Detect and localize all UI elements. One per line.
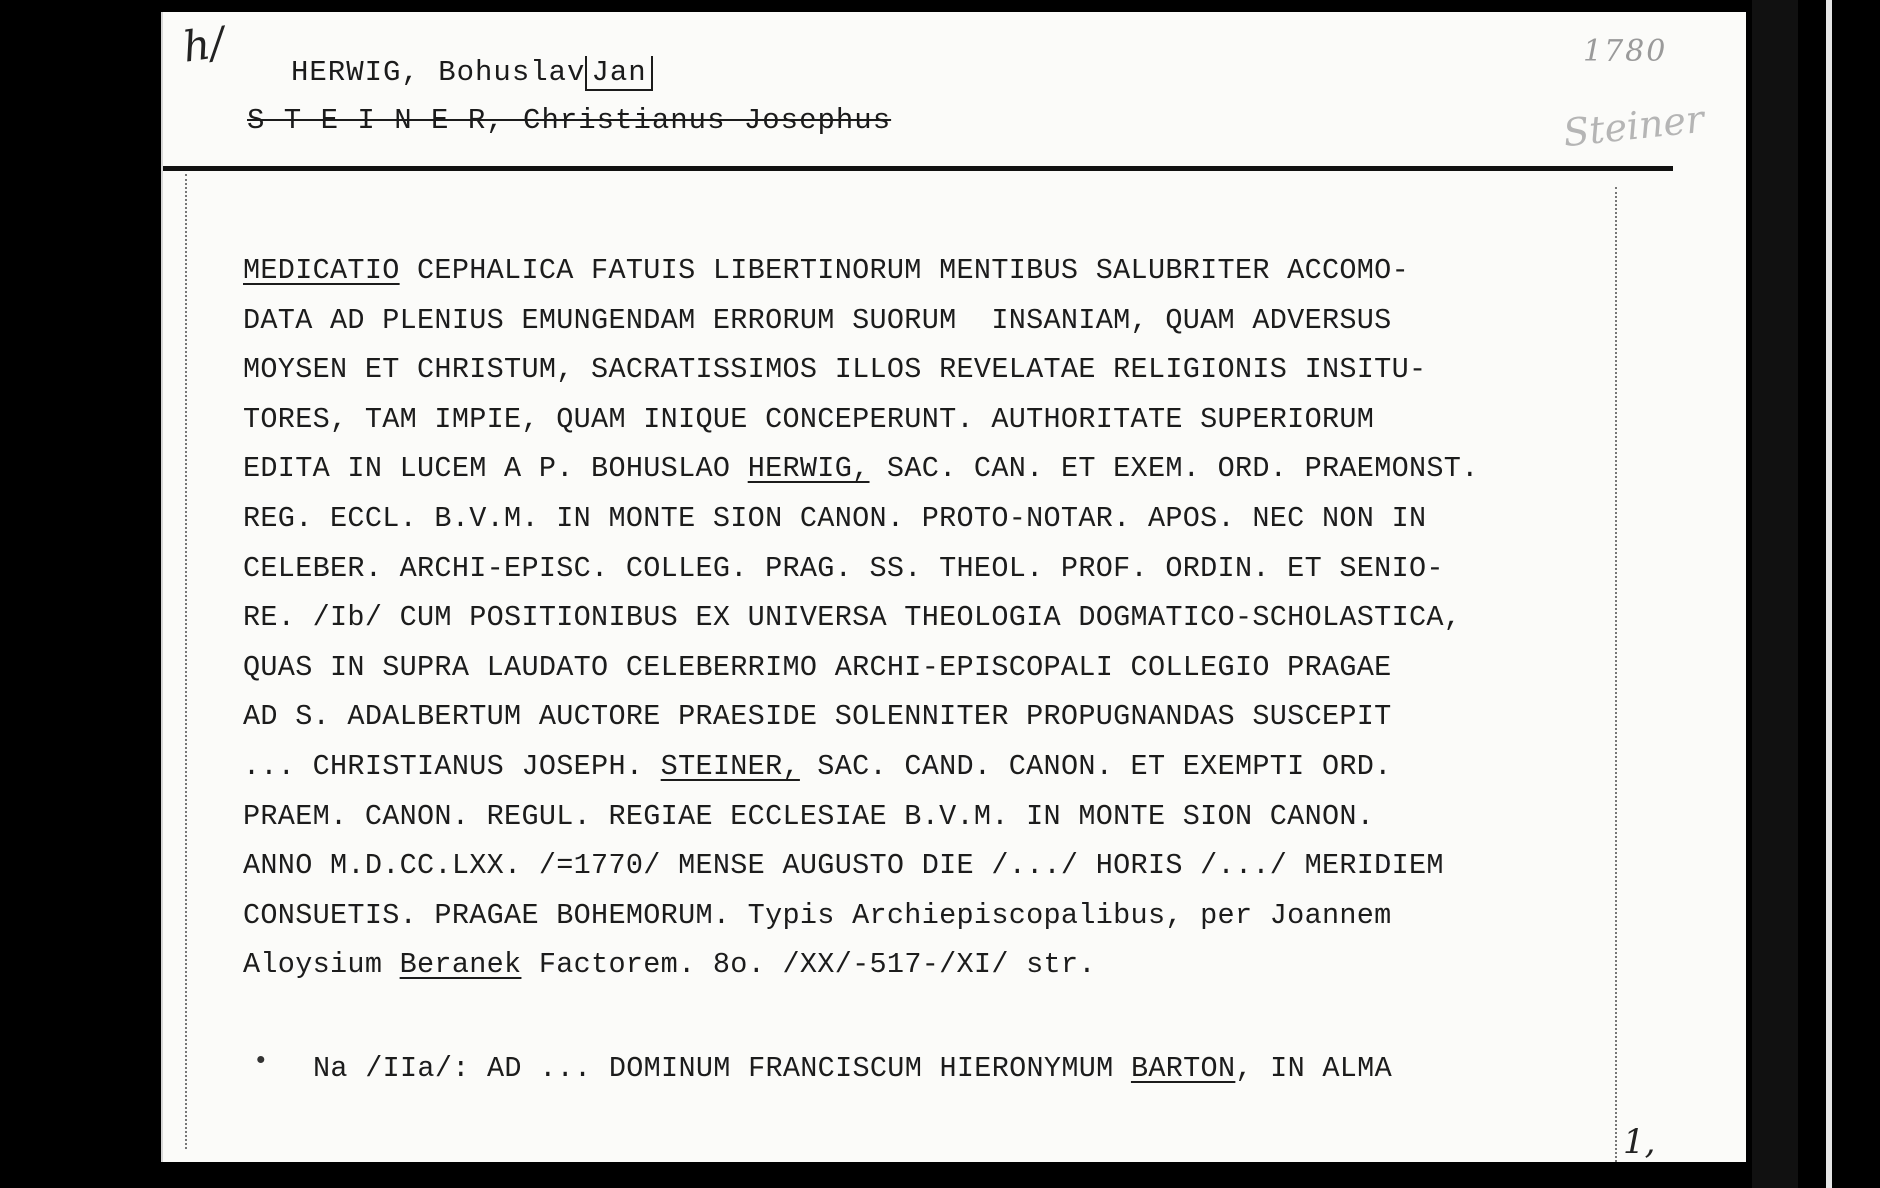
- author-name: HERWIG, Bohuslav: [291, 56, 586, 89]
- continuation-line: [313, 1052, 1392, 1085]
- author-given-name-bracket: Jan: [585, 56, 652, 91]
- body-line: [243, 296, 1623, 346]
- body-line-text: SAC. CAND. CANON. ET EXEMPTI ORD.: [799, 749, 1392, 783]
- body-line: [243, 395, 1623, 445]
- scan-right-edge: [1752, 0, 1798, 1188]
- handwritten-page-number: 1,: [1623, 1122, 1656, 1162]
- author-heading: [291, 56, 653, 89]
- body-line-text: Factorem. 8o. /XX/-517-/XI/ str.: [521, 948, 1096, 982]
- body-line-text: EDITA IN LUCEM A P. BOHUSLAO: [243, 452, 748, 486]
- body-line: [243, 940, 1623, 990]
- body-line-text: SAC. CAN. ET EXEM. ORD. PRAEMONST.: [869, 452, 1479, 486]
- body-line: [243, 792, 1623, 842]
- underlined-name: STEINER,: [660, 749, 800, 783]
- body-line-text: CONSUETIS. PRAGAE BOHEMORUM. Typis Archiepiscopalibus, per Joannem: [243, 898, 1392, 932]
- underlined-name: HERWIG,: [747, 452, 870, 486]
- continuation-text-end: , IN ALMA: [1235, 1052, 1392, 1085]
- body-line: [243, 246, 1623, 296]
- body-line-text: PRAEM. CANON. REGUL. REGIAE ECCLESIAE B.V.M. IN MONTE SION CANON.: [243, 799, 1375, 833]
- body-line-text: RE. /Ib/ CUM POSITIONIBUS EX UNIVERSA THEOLOGIA DOGMATICO-SCHOLASTICA,: [243, 601, 1462, 635]
- body-line-text: AD S. ADALBERTUM AUCTORE PRAESIDE SOLENNITER PROPUGNANDAS SUSCEPIT: [243, 700, 1392, 734]
- handwritten-corner-mark: h/: [179, 17, 228, 72]
- body-line: [243, 742, 1623, 792]
- struck-author-heading: S T E I N E R, Christianus Josephus: [247, 104, 892, 137]
- scan-right-line: [1826, 0, 1832, 1188]
- header-rule: [163, 166, 1673, 171]
- body-line: [243, 841, 1623, 891]
- handwritten-top-right-note: 1780: [1583, 34, 1668, 69]
- body-line-text: Aloysium: [243, 948, 400, 982]
- body-line: [243, 643, 1623, 693]
- body-line-text: MOYSEN ET CHRISTUM, SACRATISSIMOS ILLOS REVELATAE RELIGIONIS INSITU-: [243, 353, 1427, 387]
- left-dotted-margin: [185, 174, 187, 1149]
- body-line-text: DATA AD PLENIUS EMUNGENDAM ERRORUM SUORUM INSANIAM, QUAM ADVERSUS: [243, 303, 1392, 337]
- underlined-name: Beranek: [399, 948, 522, 982]
- body-line-text: QUAS IN SUPRA LAUDATO CELEBERRIMO ARCHI-EPISCOPALI COLLEGIO PRAGAE: [243, 650, 1392, 684]
- body-line-text: ... CHRISTIANUS JOSEPH.: [243, 749, 661, 783]
- body-line-text: CELEBER. ARCHI-EPISC. COLLEG. PRAG. SS. THEOL. PROF. ORDIN. ET SENIO-: [243, 551, 1444, 585]
- body-line-text: CEPHALICA FATUIS LIBERTINORUM MENTIBUS SALUBRITER ACCOMO-: [399, 254, 1409, 287]
- body-line-text: REG. ECCL. B.V.M. IN MONTE SION CANON. PROTO-NOTAR. APOS. NEC NON IN: [243, 501, 1427, 535]
- continuation-text-start: Na /IIa/: AD ... DOMINUM FRANCISCUM HIERONYMUM: [313, 1052, 1131, 1085]
- body-line: [243, 345, 1623, 395]
- body-line-text: ANNO M.D.CC.LXX. /=1770/ MENSE AUGUSTO DIE /.../ HORIS /.../ MERIDIEM: [243, 849, 1444, 883]
- body-line: [243, 444, 1623, 494]
- record-body: [243, 246, 1623, 990]
- catalog-card: [161, 12, 1746, 1162]
- underlined-term: MEDICATIO: [243, 254, 400, 287]
- body-line: [243, 494, 1623, 544]
- body-line: [243, 692, 1623, 742]
- margin-dot: •: [253, 1046, 269, 1076]
- underlined-name-barton: BARTON: [1130, 1052, 1236, 1085]
- body-line: [243, 593, 1623, 643]
- body-line: [243, 891, 1623, 941]
- body-line: [243, 544, 1623, 594]
- handwritten-name-right: Steiner: [1561, 96, 1706, 156]
- card-header: [163, 12, 1746, 162]
- body-line-text: TORES, TAM IMPIE, QUAM INIQUE CONCEPERUNT. AUTHORITATE SUPERIORUM: [243, 402, 1375, 436]
